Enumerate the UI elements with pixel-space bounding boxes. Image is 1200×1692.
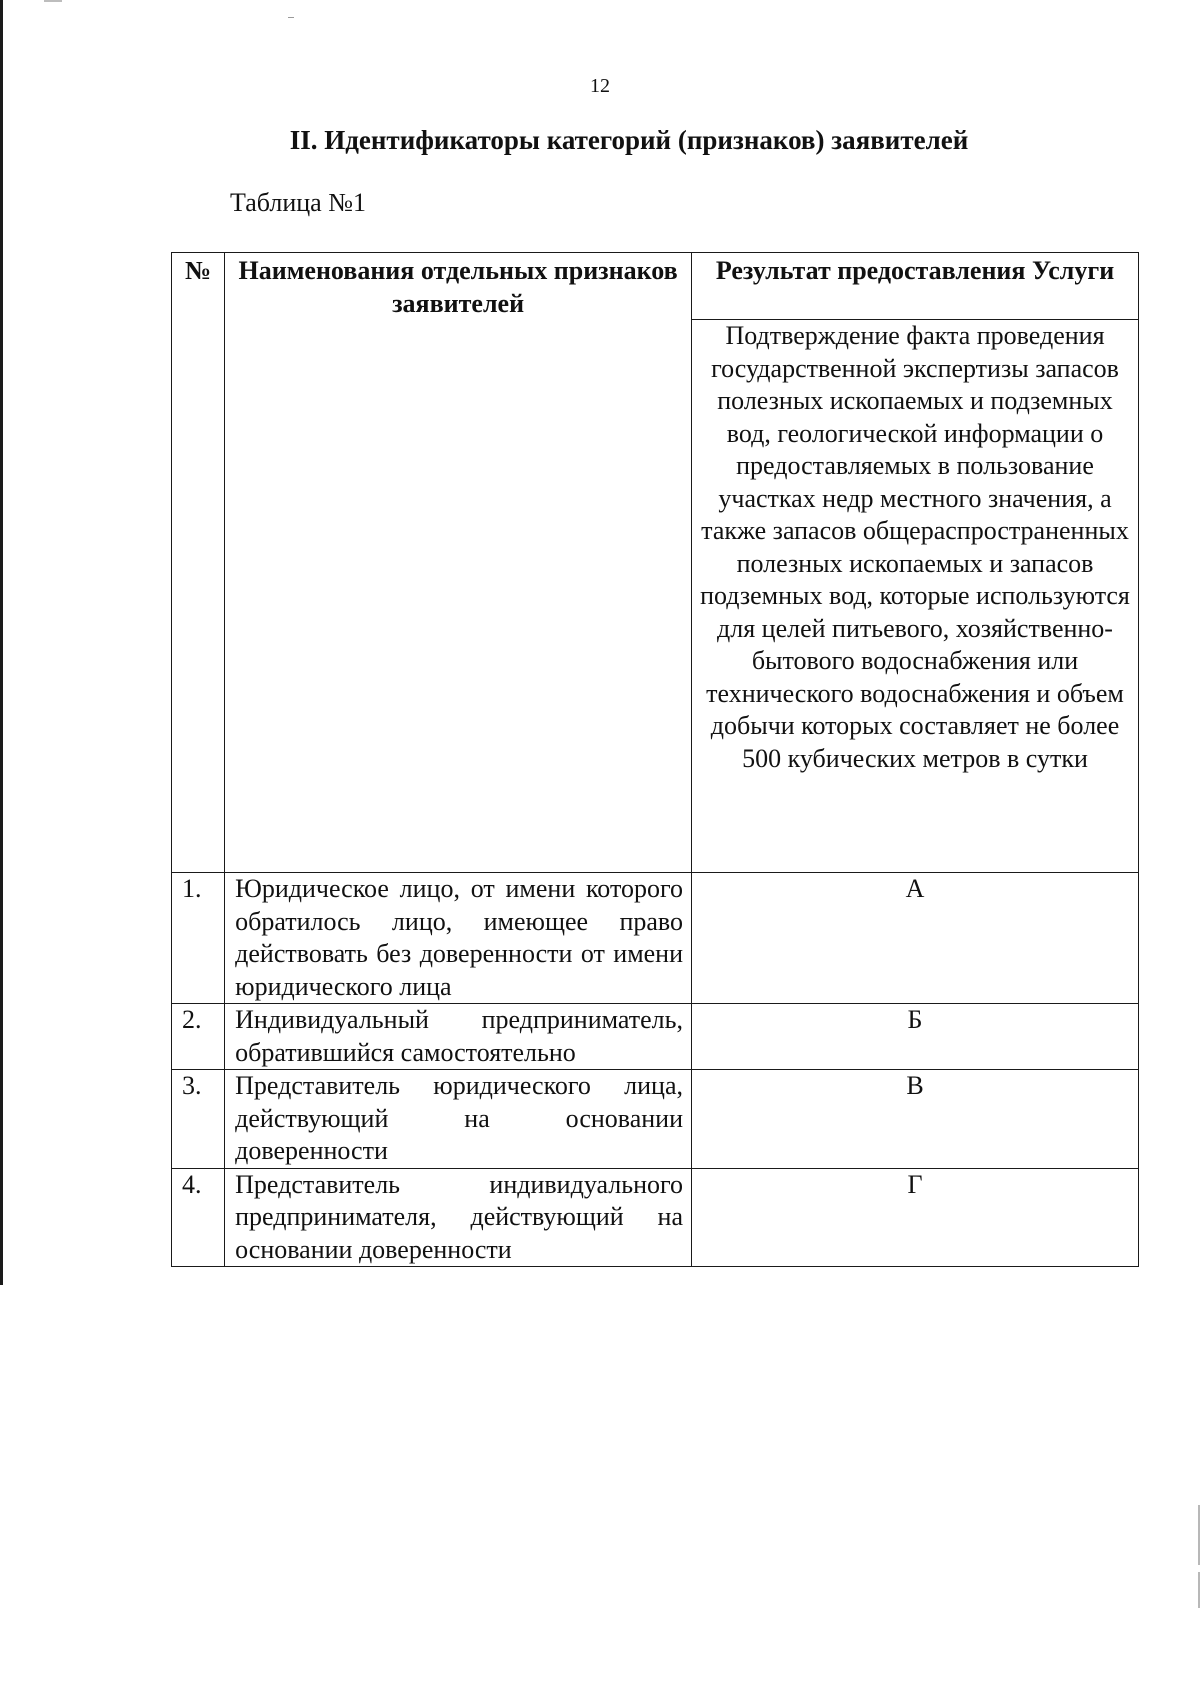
row-result: Г <box>692 1168 1139 1267</box>
header-result: Результат предоставления Услуги <box>692 253 1139 320</box>
table-row <box>172 1168 1139 1267</box>
row-result: В <box>692 1070 1139 1169</box>
row-result: А <box>692 873 1139 1004</box>
applicant-categories-table <box>171 252 1139 1267</box>
header-name: Наименования отдельных признаков заявителей <box>225 253 692 873</box>
row-name: Представитель индивидуального предпринимателя, действующий на основании доверенности <box>225 1168 692 1267</box>
row-name: Юридическое лицо, от имени которого обратилось лицо, имеющее право действовать без доверенности от имени юридического лица <box>225 873 692 1004</box>
scan-speck <box>44 0 62 2</box>
table-row <box>172 1004 1139 1070</box>
row-result: Б <box>692 1004 1139 1070</box>
row-name: Представитель юридического лица, действующий на основании доверенности <box>225 1070 692 1169</box>
page-number: 12 <box>590 75 610 97</box>
row-number: 1. <box>172 873 225 1004</box>
section-title: II. Идентификаторы категорий (признаков) заявителей <box>289 125 969 155</box>
row-number: 2. <box>172 1004 225 1070</box>
header-number: № <box>172 253 225 873</box>
row-number: 4. <box>172 1168 225 1267</box>
row-number: 3. <box>172 1070 225 1169</box>
table-row <box>172 1070 1139 1169</box>
scan-left-edge <box>0 0 3 1285</box>
scan-speck <box>288 17 294 18</box>
table-caption: Таблица №1 <box>230 188 367 217</box>
table-header-row <box>172 253 1139 320</box>
row-name: Индивидуальный предприниматель, обратившийся самостоятельно <box>225 1004 692 1070</box>
table-row <box>172 873 1139 1004</box>
result-description: Подтверждение факта проведения государственной экспертизы запасов полезных ископаемых и подземных вод, геологической информации о предоставляемых в пользование участках недр местного значения, а также запасов общераспространенных полезных ископаемых и запасов подземных вод, которые используются для целей питьевого, хозяйственно-бытового водоснабжения или технического водоснабжения и объем добычи которых составляет не более 500 кубических метров в сутки <box>692 320 1139 873</box>
